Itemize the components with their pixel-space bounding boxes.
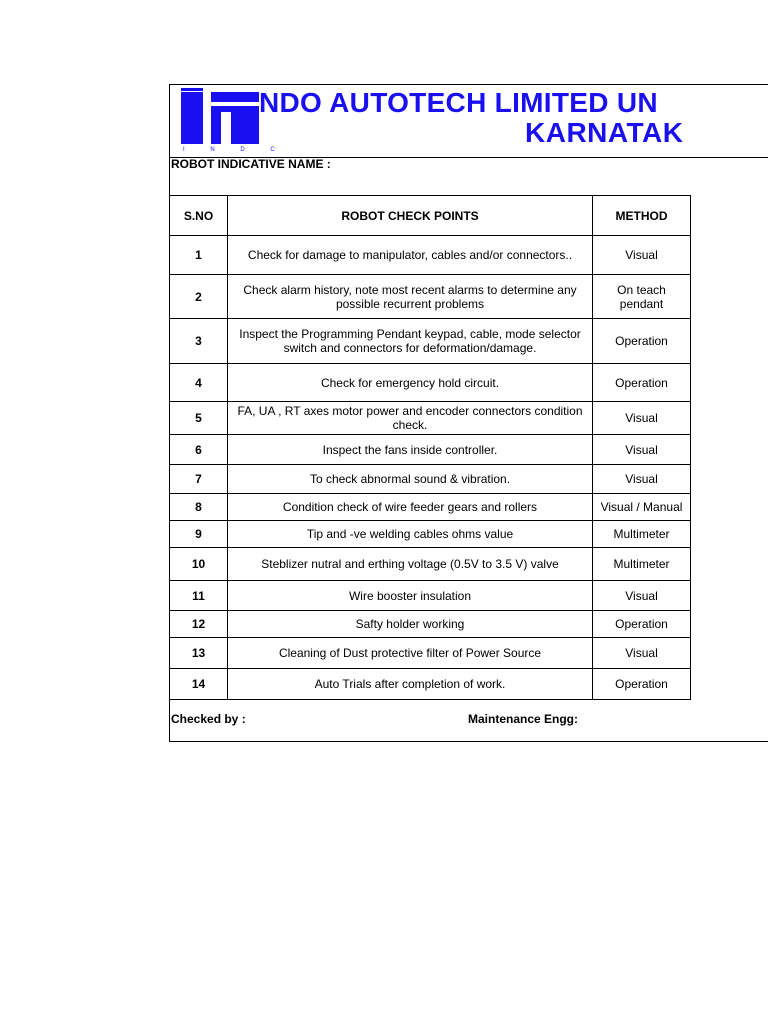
- table-row: [170, 521, 691, 548]
- check-point-cell: Tip and -ve welding cables ohms value: [228, 521, 593, 548]
- check-point-cell: Cleaning of Dust protective filter of Power Source: [228, 638, 593, 669]
- company-header: [169, 84, 768, 157]
- table-row: [170, 581, 691, 611]
- method-cell: Multimeter: [593, 521, 691, 548]
- sno-cell: 5: [170, 402, 228, 435]
- method-cell: Visual: [593, 581, 691, 611]
- logo-letters: I N D C: [183, 147, 287, 153]
- sno-cell: 12: [170, 611, 228, 638]
- table-row: [170, 364, 691, 402]
- table-row: [170, 669, 691, 700]
- sno-cell: 7: [170, 465, 228, 494]
- method-cell: Visual: [593, 236, 691, 275]
- check-point-cell: Wire booster insulation: [228, 581, 593, 611]
- method-cell: Visual / Manual: [593, 494, 691, 521]
- check-point-cell: Inspect the fans inside controller.: [228, 435, 593, 465]
- header-sno: S.NO: [170, 196, 228, 236]
- table-row: [170, 435, 691, 465]
- method-cell: Multimeter: [593, 548, 691, 581]
- method-cell: Visual: [593, 465, 691, 494]
- checked-by-label: Checked by :: [171, 712, 246, 726]
- method-cell: On teach pendant: [593, 275, 691, 319]
- method-cell: Visual: [593, 435, 691, 465]
- maintenance-engg-label: Maintenance Engg:: [468, 712, 579, 726]
- method-cell: Operation: [593, 611, 691, 638]
- table-row: [170, 611, 691, 638]
- check-point-cell: Check for damage to manipulator, cables and/or connectors..: [228, 236, 593, 275]
- table-row: [170, 638, 691, 669]
- company-title-line2: KARNATAK: [525, 117, 684, 148]
- company-logo: [181, 88, 287, 153]
- check-point-cell: To check abnormal sound & vibration.: [228, 465, 593, 494]
- sno-cell: 8: [170, 494, 228, 521]
- method-cell: Operation: [593, 319, 691, 364]
- header-method: METHOD: [593, 196, 691, 236]
- check-point-cell: FA, UA , RT axes motor power and encoder connectors condition check.: [228, 402, 593, 435]
- sno-cell: 11: [170, 581, 228, 611]
- check-point-cell: Inspect the Programming Pendant keypad, cable, mode selector switch and connectors for deformation/damage.: [228, 319, 593, 364]
- company-title-line1: NDO AUTOTECH LIMITED UN: [259, 87, 658, 118]
- table-row: [170, 319, 691, 364]
- table-row: [170, 465, 691, 494]
- check-point-cell: Safty holder working: [228, 611, 593, 638]
- method-cell: Operation: [593, 669, 691, 700]
- header-check-points: ROBOT CHECK POINTS: [228, 196, 593, 236]
- sno-cell: 6: [170, 435, 228, 465]
- method-cell: Visual: [593, 638, 691, 669]
- sno-cell: 13: [170, 638, 228, 669]
- method-cell: Visual: [593, 402, 691, 435]
- check-point-cell: Check for emergency hold circuit.: [228, 364, 593, 402]
- check-point-cell: Condition check of wire feeder gears and rollers: [228, 494, 593, 521]
- method-cell: Operation: [593, 364, 691, 402]
- sno-cell: 9: [170, 521, 228, 548]
- check-point-cell: Auto Trials after completion of work.: [228, 669, 593, 700]
- sno-cell: 4: [170, 364, 228, 402]
- sno-cell: 1: [170, 236, 228, 275]
- table-row: [170, 402, 691, 435]
- table-row: [170, 275, 691, 319]
- check-point-cell: Steblizer nutral and erthing voltage (0.5V to 3.5 V) valve: [228, 548, 593, 581]
- table-row: [170, 494, 691, 521]
- check-point-cell: Check alarm history, note most recent alarms to determine any possible recurrent problems: [228, 275, 593, 319]
- table-header-row: [170, 196, 691, 236]
- table-row: [170, 548, 691, 581]
- sno-cell: 14: [170, 669, 228, 700]
- sheet-bottom-border: [169, 741, 768, 742]
- robot-indicative-name-label: ROBOT INDICATIVE NAME :: [171, 157, 331, 171]
- sno-cell: 10: [170, 548, 228, 581]
- sno-cell: 3: [170, 319, 228, 364]
- robot-checkpoints-table: [169, 195, 691, 700]
- table-row: [170, 236, 691, 275]
- sno-cell: 2: [170, 275, 228, 319]
